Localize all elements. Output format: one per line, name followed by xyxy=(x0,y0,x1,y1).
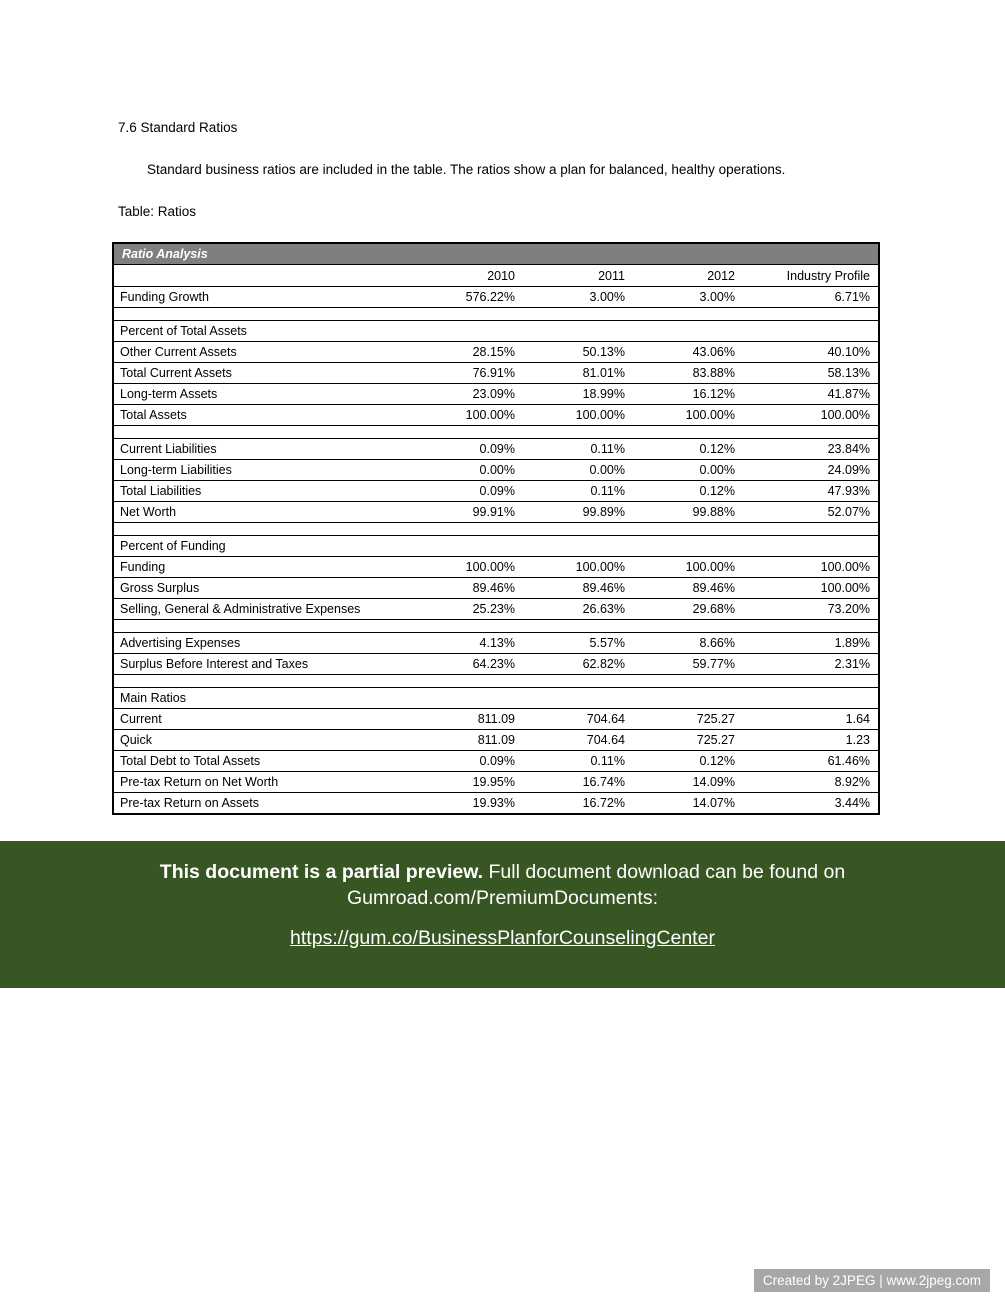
row-value: 100.00% xyxy=(523,405,633,426)
row-value: 25.23% xyxy=(423,599,523,620)
row-value: 2.31% xyxy=(743,654,879,675)
table-title-row xyxy=(113,243,879,265)
table-section-row xyxy=(113,321,879,342)
row-label: Pre-tax Return on Net Worth xyxy=(113,772,423,793)
row-value xyxy=(743,426,879,439)
row-value: 73.20% xyxy=(743,599,879,620)
row-value: 43.06% xyxy=(633,342,743,363)
table-row xyxy=(113,481,879,502)
row-label: Advertising Expenses xyxy=(113,633,423,654)
row-label: Pre-tax Return on Assets xyxy=(113,793,423,815)
row-value: 704.64 xyxy=(523,709,633,730)
row-value: 18.99% xyxy=(523,384,633,405)
table-row xyxy=(113,578,879,599)
row-value: 1.89% xyxy=(743,633,879,654)
row-value: 16.72% xyxy=(523,793,633,815)
table-row xyxy=(113,772,879,793)
row-value: 99.89% xyxy=(523,502,633,523)
row-value xyxy=(743,536,879,557)
row-value: 19.95% xyxy=(423,772,523,793)
row-label: Percent of Funding xyxy=(113,536,423,557)
row-label: Total Liabilities xyxy=(113,481,423,502)
table-row xyxy=(113,405,879,426)
table-title: Ratio Analysis xyxy=(113,243,879,265)
row-value xyxy=(633,308,743,321)
column-header-industry-profile: Industry Profile xyxy=(743,265,879,287)
row-value: 99.91% xyxy=(423,502,523,523)
row-label: Quick xyxy=(113,730,423,751)
row-label: Percent of Total Assets xyxy=(113,321,423,342)
row-value: 8.66% xyxy=(633,633,743,654)
row-value: 64.23% xyxy=(423,654,523,675)
row-value: 725.27 xyxy=(633,730,743,751)
row-value: 0.11% xyxy=(523,751,633,772)
row-value: 83.88% xyxy=(633,363,743,384)
row-value: 100.00% xyxy=(633,405,743,426)
table-spacer-row xyxy=(113,675,879,688)
row-label: Current xyxy=(113,709,423,730)
preview-banner-rest-text: Full document download can be found on Gumroad.com/PremiumDocuments: xyxy=(346,861,846,909)
row-value xyxy=(633,536,743,557)
row-value: 61.46% xyxy=(743,751,879,772)
table-row xyxy=(113,502,879,523)
row-value: 19.93% xyxy=(423,793,523,815)
row-value: 4.13% xyxy=(423,633,523,654)
row-value: 58.13% xyxy=(743,363,879,384)
row-value xyxy=(423,426,523,439)
row-value xyxy=(743,321,879,342)
row-value: 811.09 xyxy=(423,730,523,751)
table-row xyxy=(113,363,879,384)
row-value xyxy=(633,688,743,709)
row-value: 89.46% xyxy=(423,578,523,599)
row-value: 576.22% xyxy=(423,287,523,308)
row-value: 0.00% xyxy=(423,460,523,481)
row-label: Funding Growth xyxy=(113,287,423,308)
column-header-2010: 2010 xyxy=(423,265,523,287)
row-value: 14.09% xyxy=(633,772,743,793)
row-value: 81.01% xyxy=(523,363,633,384)
row-value: 89.46% xyxy=(633,578,743,599)
row-value xyxy=(633,523,743,536)
body-paragraph: Standard business ratios are included in the table. The ratios show a plan for balanced, healthy operations. xyxy=(147,162,786,177)
row-value: 0.11% xyxy=(523,439,633,460)
row-value: 1.23 xyxy=(743,730,879,751)
row-value xyxy=(743,675,879,688)
row-value: 26.63% xyxy=(523,599,633,620)
row-value xyxy=(423,321,523,342)
row-value: 100.00% xyxy=(633,557,743,578)
row-value: 0.09% xyxy=(423,481,523,502)
row-value xyxy=(423,688,523,709)
row-value: 0.12% xyxy=(633,751,743,772)
row-label xyxy=(113,675,423,688)
row-value: 14.07% xyxy=(633,793,743,815)
table-column-header-row xyxy=(113,265,879,287)
row-value: 62.82% xyxy=(523,654,633,675)
table-spacer-row xyxy=(113,426,879,439)
row-value: 52.07% xyxy=(743,502,879,523)
row-value: 47.93% xyxy=(743,481,879,502)
row-label: Total Debt to Total Assets xyxy=(113,751,423,772)
row-value: 16.74% xyxy=(523,772,633,793)
row-label: Funding xyxy=(113,557,423,578)
row-label xyxy=(113,620,423,633)
row-value xyxy=(523,523,633,536)
row-label xyxy=(113,426,423,439)
row-value xyxy=(743,523,879,536)
row-value xyxy=(523,675,633,688)
table-row xyxy=(113,439,879,460)
row-label: Total Assets xyxy=(113,405,423,426)
row-value: 100.00% xyxy=(423,557,523,578)
row-value xyxy=(423,675,523,688)
table-row xyxy=(113,793,879,815)
row-label: Other Current Assets xyxy=(113,342,423,363)
row-value: 0.09% xyxy=(423,751,523,772)
table-row xyxy=(113,557,879,578)
row-value: 23.09% xyxy=(423,384,523,405)
preview-banner-text xyxy=(88,859,918,911)
row-label: Long-term Liabilities xyxy=(113,460,423,481)
table-spacer-row xyxy=(113,523,879,536)
column-header-empty xyxy=(113,265,423,287)
row-value xyxy=(743,620,879,633)
ratios-table xyxy=(112,242,880,815)
table-spacer-row xyxy=(113,308,879,321)
row-label: Main Ratios xyxy=(113,688,423,709)
row-value xyxy=(633,675,743,688)
row-value: 3.44% xyxy=(743,793,879,815)
row-value: 8.92% xyxy=(743,772,879,793)
table-row xyxy=(113,751,879,772)
row-value: 89.46% xyxy=(523,578,633,599)
row-value: 29.68% xyxy=(633,599,743,620)
table-row xyxy=(113,384,879,405)
row-label: Long-term Assets xyxy=(113,384,423,405)
row-value xyxy=(523,620,633,633)
row-value: 100.00% xyxy=(743,557,879,578)
row-value: 811.09 xyxy=(423,709,523,730)
row-value xyxy=(523,536,633,557)
row-value: 76.91% xyxy=(423,363,523,384)
row-value xyxy=(423,523,523,536)
row-value xyxy=(633,620,743,633)
row-value: 100.00% xyxy=(523,557,633,578)
section-heading: 7.6 Standard Ratios xyxy=(118,120,238,135)
row-label: Gross Surplus xyxy=(113,578,423,599)
row-value: 100.00% xyxy=(423,405,523,426)
row-value: 50.13% xyxy=(523,342,633,363)
preview-download-link[interactable]: https://gum.co/BusinessPlanforCounselingCenter xyxy=(290,927,715,949)
table-section-row xyxy=(113,688,879,709)
row-label: Current Liabilities xyxy=(113,439,423,460)
row-value xyxy=(523,321,633,342)
table-row xyxy=(113,730,879,751)
row-value: 28.15% xyxy=(423,342,523,363)
row-label xyxy=(113,523,423,536)
table-caption: Table: Ratios xyxy=(118,204,197,219)
row-value: 59.77% xyxy=(633,654,743,675)
row-value: 24.09% xyxy=(743,460,879,481)
row-label: Net Worth xyxy=(113,502,423,523)
row-value xyxy=(633,426,743,439)
row-value xyxy=(523,426,633,439)
row-value: 41.87% xyxy=(743,384,879,405)
row-value xyxy=(633,321,743,342)
row-value: 99.88% xyxy=(633,502,743,523)
row-value: 23.84% xyxy=(743,439,879,460)
row-value: 5.57% xyxy=(523,633,633,654)
row-value: 16.12% xyxy=(633,384,743,405)
row-value xyxy=(743,308,879,321)
preview-banner xyxy=(0,841,1005,988)
row-value xyxy=(423,536,523,557)
table-row xyxy=(113,599,879,620)
row-value: 0.12% xyxy=(633,439,743,460)
preview-banner-bold-text: This document is a partial preview. xyxy=(159,861,484,883)
table-spacer-row xyxy=(113,620,879,633)
row-value: 0.12% xyxy=(633,481,743,502)
row-value: 725.27 xyxy=(633,709,743,730)
table-row xyxy=(113,633,879,654)
row-label: Selling, General & Administrative Expenses xyxy=(113,599,423,620)
row-value: 0.11% xyxy=(523,481,633,502)
row-value: 0.09% xyxy=(423,439,523,460)
row-value xyxy=(743,688,879,709)
row-value: 3.00% xyxy=(633,287,743,308)
row-label: Total Current Assets xyxy=(113,363,423,384)
row-label xyxy=(113,308,423,321)
row-label: Surplus Before Interest and Taxes xyxy=(113,654,423,675)
row-value xyxy=(423,308,523,321)
credit-watermark: Created by 2JPEG | www.2jpeg.com xyxy=(754,1269,990,1292)
table-row xyxy=(113,342,879,363)
table-row xyxy=(113,709,879,730)
row-value xyxy=(523,688,633,709)
column-header-2012: 2012 xyxy=(633,265,743,287)
table-section-row xyxy=(113,536,879,557)
table-row xyxy=(113,287,879,308)
table-row xyxy=(113,654,879,675)
row-value: 40.10% xyxy=(743,342,879,363)
row-value: 1.64 xyxy=(743,709,879,730)
row-value: 0.00% xyxy=(523,460,633,481)
row-value: 6.71% xyxy=(743,287,879,308)
row-value xyxy=(423,620,523,633)
row-value: 704.64 xyxy=(523,730,633,751)
row-value: 3.00% xyxy=(523,287,633,308)
row-value xyxy=(523,308,633,321)
table-row xyxy=(113,460,879,481)
row-value: 100.00% xyxy=(743,578,879,599)
row-value: 100.00% xyxy=(743,405,879,426)
row-value: 0.00% xyxy=(633,460,743,481)
column-header-2011: 2011 xyxy=(523,265,633,287)
